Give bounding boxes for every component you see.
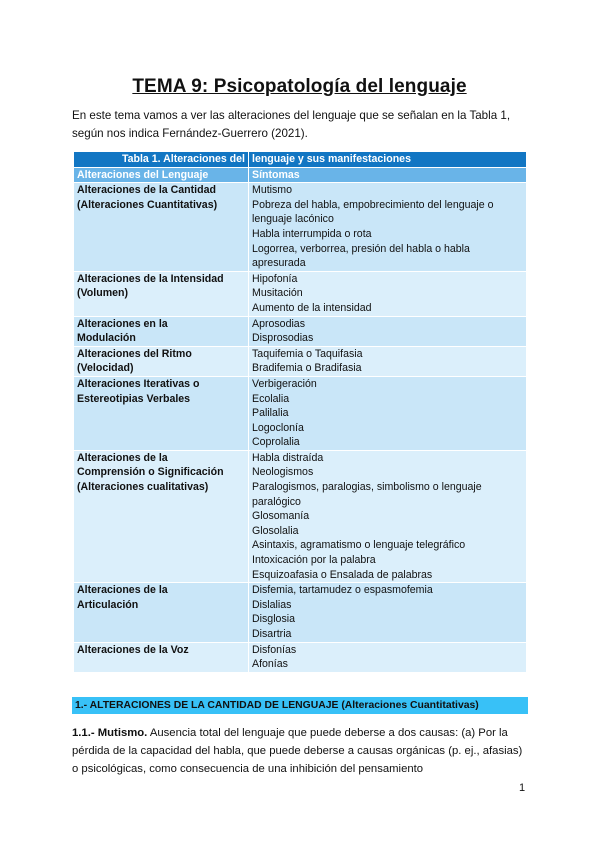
category-line: Alteraciones Iterativas o bbox=[77, 377, 200, 390]
page-title: TEMA 9: Psicopatología del lenguaje bbox=[132, 76, 467, 97]
symptom-line: Dislalias bbox=[252, 598, 292, 611]
page-number: 1 bbox=[519, 782, 526, 794]
symptom-line: Disfonías bbox=[252, 643, 297, 656]
section-heading: 1.- ALTERACIONES DE LA CANTIDAD DE LENGUAJE (Alteraciones Cuantitativas) bbox=[72, 697, 528, 714]
symptoms-cell bbox=[249, 642, 527, 672]
category-line: (Alteraciones Cuantitativas) bbox=[77, 198, 218, 211]
category-line: Articulación bbox=[77, 598, 139, 611]
symptom-line: Palilalia bbox=[252, 407, 289, 420]
symptom-line: Habla distraída bbox=[252, 451, 324, 464]
symptom-line: Hipofonía bbox=[252, 272, 298, 285]
symptom-line: Disfemia, tartamudez o espasmofemia bbox=[252, 584, 433, 597]
symptom-line: Paralogismos, paralogias, simbolismo o lenguaje bbox=[252, 481, 482, 494]
table-row bbox=[74, 450, 527, 582]
symptoms-cell bbox=[249, 316, 527, 346]
symptoms-cell bbox=[249, 183, 527, 272]
alteration-category-cell bbox=[74, 316, 249, 346]
symptom-line: Taquifemia o Taquifasia bbox=[252, 347, 363, 360]
column-header-symptoms: Síntomas bbox=[249, 167, 527, 183]
table-caption-right: lenguaje y sus manifestaciones bbox=[249, 152, 527, 168]
symptom-line: Mutismo bbox=[252, 184, 293, 197]
subsection-text: Ausencia total del lenguaje que puede deberse a dos causas: (a) Por la pérdida de la capacidad del habla, que puede deberse a causas orgánicas (p. ej., afasias) o psicológicas, como consecuencia de una inhibición del pensamiento bbox=[72, 727, 523, 775]
symptom-line: Bradifemia o Bradifasia bbox=[252, 362, 362, 375]
symptom-line: Aumento de la intensidad bbox=[252, 301, 372, 314]
category-line: (Volumen) bbox=[77, 287, 129, 300]
category-line: (Alteraciones cualitativas) bbox=[77, 481, 209, 494]
symptoms-cell bbox=[249, 450, 527, 582]
table-row bbox=[74, 642, 527, 672]
symptom-line: Habla interrumpida o rota bbox=[252, 227, 372, 240]
symptom-line: Disartria bbox=[252, 628, 292, 640]
table-row bbox=[74, 583, 527, 642]
alteration-category-cell bbox=[74, 583, 249, 642]
symptom-line: Disprosodias bbox=[252, 332, 314, 345]
alteration-category-cell bbox=[74, 450, 249, 582]
symptoms-cell bbox=[249, 346, 527, 376]
category-line: Alteraciones de la Voz bbox=[77, 643, 189, 656]
symptoms-cell bbox=[249, 376, 527, 450]
category-line: Modulación bbox=[77, 332, 136, 345]
category-line: Alteraciones de la Intensidad bbox=[77, 272, 224, 285]
table-row bbox=[74, 316, 527, 346]
symptom-line: Coprolalia bbox=[252, 436, 300, 449]
symptom-line: Glosolalia bbox=[252, 524, 299, 537]
alteration-category-cell bbox=[74, 376, 249, 450]
symptom-line: paralógico bbox=[252, 495, 301, 508]
symptom-line: Neologismos bbox=[252, 466, 314, 479]
symptom-line: lenguaje lacónico bbox=[252, 213, 334, 226]
category-line: Estereotipias Verbales bbox=[77, 392, 191, 405]
symptom-line: Logorrea, verborrea, presión del habla o habla bbox=[252, 242, 470, 255]
symptoms-cell bbox=[249, 271, 527, 316]
symptoms-cell bbox=[249, 583, 527, 642]
table-row bbox=[74, 346, 527, 376]
category-line: (Velocidad) bbox=[77, 362, 134, 375]
table-row bbox=[74, 183, 527, 272]
symptom-line: Afonías bbox=[252, 658, 288, 671]
symptom-line: Verbigeración bbox=[252, 377, 317, 390]
alteration-category-cell bbox=[74, 183, 249, 272]
alteration-category-cell bbox=[74, 642, 249, 672]
symptom-line: Logoclonía bbox=[252, 421, 304, 434]
symptom-line: Pobreza del habla, empobrecimiento del lenguaje o bbox=[252, 198, 494, 211]
column-header-alterations: Alteraciones del Lenguaje bbox=[74, 167, 249, 183]
alteration-category-cell bbox=[74, 271, 249, 316]
table-header-row bbox=[74, 167, 527, 183]
symptom-line: Esquizoafasia o Ensalada de palabras bbox=[252, 568, 433, 581]
subsection-label: 1.1.- Mutismo. bbox=[72, 727, 148, 739]
symptom-line: Ecolalia bbox=[252, 392, 290, 405]
mutismo-paragraph bbox=[72, 724, 530, 778]
table-row bbox=[74, 376, 527, 450]
symptom-line: Glosomanía bbox=[252, 510, 310, 523]
symptom-line: Aprosodias bbox=[252, 317, 305, 330]
symptom-line: apresurada bbox=[252, 257, 306, 270]
category-line: Alteraciones del Ritmo bbox=[77, 347, 192, 360]
category-line: Comprensión o Significación bbox=[77, 466, 224, 479]
table-caption-row bbox=[74, 152, 527, 168]
table-row bbox=[74, 271, 527, 316]
table-caption-left: Tabla 1. Alteraciones del bbox=[74, 152, 249, 168]
alteration-category-cell bbox=[74, 346, 249, 376]
category-line: Alteraciones de la bbox=[77, 451, 168, 464]
table-body bbox=[74, 183, 527, 673]
symptom-line: Disglosia bbox=[252, 613, 295, 626]
symptom-line: Asintaxis, agramatismo o lenguaje telegráfico bbox=[252, 539, 466, 552]
symptom-line: Intoxicación por la palabra bbox=[252, 554, 376, 567]
language-alterations-table bbox=[73, 151, 527, 673]
category-line: Alteraciones de la Cantidad bbox=[77, 184, 216, 197]
symptom-line: Musitación bbox=[252, 287, 303, 300]
intro-paragraph: En este tema vamos a ver las alteraciones del lenguaje que se señalan en la Tabla 1, según nos indica Fernández-Guerrero (2021). bbox=[72, 109, 511, 140]
category-line: Alteraciones de la bbox=[77, 584, 168, 597]
category-line: Alteraciones en la bbox=[77, 317, 168, 330]
